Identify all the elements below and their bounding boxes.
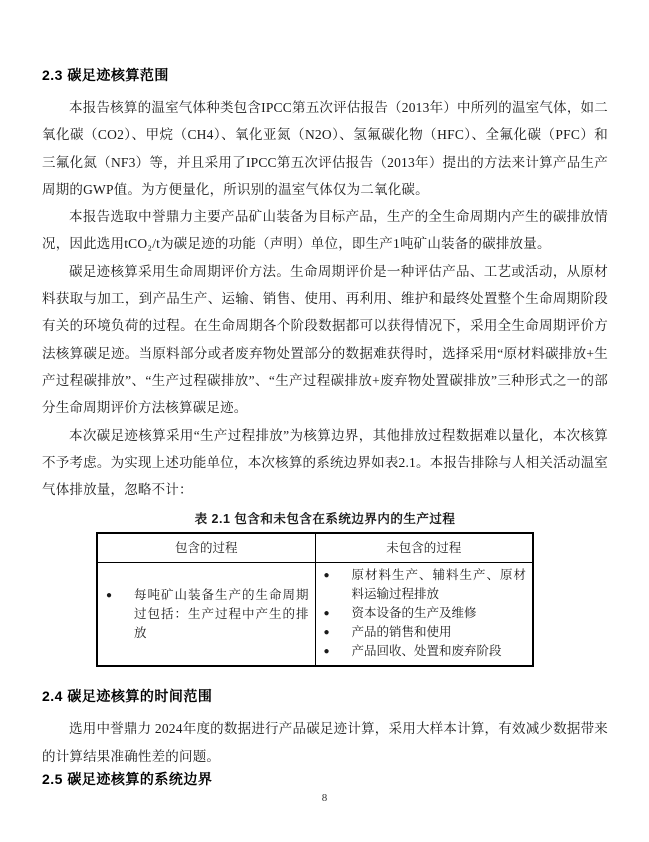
paragraph-time-scope: 选用中誉鼎力 2024年度的数据进行产品碳足迹计算，采用大样本计算，有效减少数据带来的计算结果准确性差的问题。: [42, 721, 608, 764]
included-processes-cell: [97, 563, 315, 667]
paragraph-ghg-types: 本报告核算的温室气体种类包含IPCC第五次评估报告（2013年）中所列的温室气体，如二氧化碳（CO2）、甲烷（CH4）、氧化亚氮（N2O）、氢氟碳化物（HFC）、全氟化碳（PFC）和三氟化氮（NF3）等，并且采用了IPCC第五次评估报告（2013年）提出的方法来计算产品生产周期的GWP值。为方便量化，所识别的温室气体仅为二氧化碳。: [42, 100, 608, 197]
list-item: ● 每吨矿山装备生产的生命周期过包括：生产过程中产生的排放: [104, 586, 309, 643]
page-number: 8: [321, 792, 328, 804]
section-2-4-heading: 2.4 碳足迹核算的时间范围: [42, 688, 213, 705]
column-header-excluded: 未包含的过程: [315, 533, 533, 563]
paragraph-boundary: 本次碳足迹核算采用“生产过程排放”为核算边界，其他排放过程数据难以量化，本次核算不予考虑。为实现上述功能单位，本次核算的系统边界如表2.1。本报告排除与人相关活动温室气体排放量，忽略不计：: [42, 427, 608, 498]
table-body-row: [97, 563, 533, 667]
spacer: [42, 667, 608, 687]
column-header-included: 包含的过程: [97, 533, 315, 563]
section-2-3-heading: 2.3 碳足迹核算范围: [42, 67, 169, 83]
list-item: ● 产品的销售和使用: [322, 623, 527, 642]
table-header-row: [97, 533, 533, 563]
list-item: ● 原材料生产、辅料生产、原材料运输过程排放: [322, 566, 527, 604]
section-2-5-heading: 2.5 碳足迹核算的系统边界: [42, 771, 213, 788]
excluded-list: [322, 566, 527, 661]
paragraph-functional-unit: 本报告选取中誉鼎力主要产品矿山装备为目标产品，生产的全生命周期内产生的碳排放情况，因此选用tCO₂/t为碳足迹的功能（声明）单位，即生产1吨矿山装备的碳排放量。: [42, 209, 608, 252]
page-content: [42, 66, 608, 798]
table-caption: 表 2.1 包含和未包含在系统边界内的生产过程: [194, 512, 456, 527]
paragraph-lca-method: 碳足迹核算采用生命周期评价方法。生命周期评价是一种评估产品、工艺或活动，从原材料获取与加工，到产品生产、运输、销售、使用、再利用、维护和最终处置整个生命周期阶段有关的环境负荷的过程。在生命周期各个阶段数据都可以获得情况下，采用全生命周期评价方法核算碳足迹。当原料部分或者废弃物处置部分的数据难获得时，选择采用“原材料碳排放+生产过程碳排放”、“生产过程碳排放”、“生产过程碳排放+废弃物处置碳排放”三种形式之一的部分生命周期评价方法核算碳足迹。: [42, 263, 608, 416]
system-boundary-table: [96, 532, 534, 667]
list-item: ● 资本设备的生产及维修: [322, 604, 527, 623]
excluded-processes-cell: [315, 563, 533, 667]
list-item: ● 产品回收、处置和废弃阶段: [322, 642, 527, 661]
included-list: [104, 586, 309, 643]
